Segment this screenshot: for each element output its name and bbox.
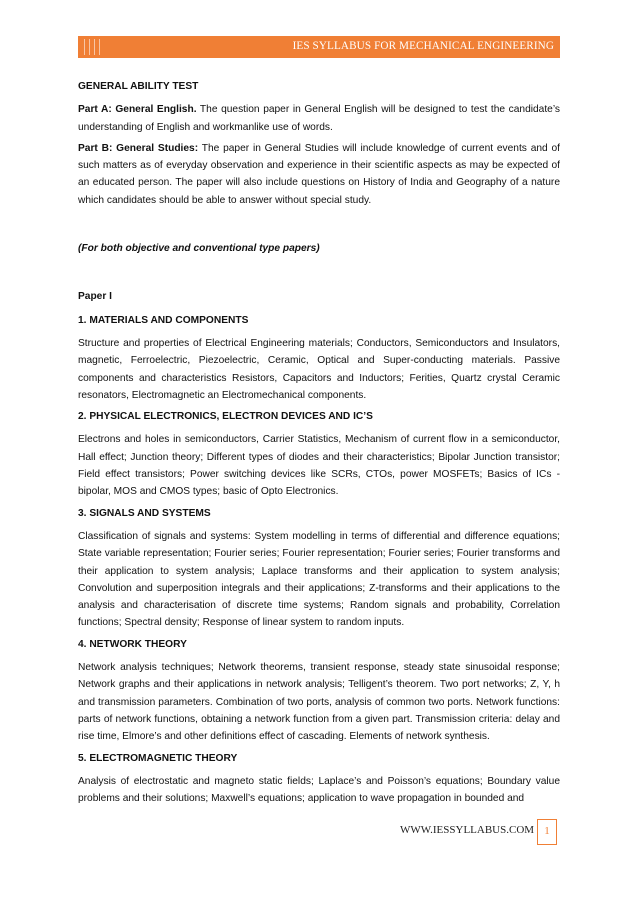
page-number: 1 — [544, 825, 550, 837]
part-b-text: The paper in General Studies will include knowledge of current events and of such matters as of everyday observation and experience in their scientific aspects as may be expected of an educated person. The paper will also include questions on History of India and Geography of a nature which candidates should be able to answer without special study. — [78, 142, 560, 206]
part-a-paragraph — [78, 101, 560, 136]
part-b-label: Part B: General Studies: — [78, 142, 199, 154]
paper-type-note: (For both objective and conventional type papers) — [78, 243, 320, 255]
section-heading: 4. NETWORK THEORY — [78, 638, 187, 650]
paper-title: Paper I — [78, 291, 112, 303]
header-decoration — [84, 39, 114, 55]
section-heading: 3. SIGNALS AND SYSTEMS — [78, 507, 211, 519]
section-body: Network analysis techniques; Network theorems, transient response, steady state sinusoidal response; Network graphs and their applications in network analysis; Telligent’s theorem. Two port networks; Z, Y, h and transmission parameters. Combination of two ports, analysis of common two ports. Network functions: parts of network functions, obtaining a network function from a given part. Transmission criteria: delay and rise time, Elmore’s and other definitions effect of cascading. Elements of network synthesis. — [78, 662, 560, 743]
part-a-text: The question paper in General English will be designed to test the candidate’s understanding of English and workmanlike use of words. — [78, 104, 560, 133]
section-body: Structure and properties of Electrical Engineering materials; Conductors, Semiconductors and Insulators, magnetic, Ferroelectric, Piezoelectric, Ceramic, Optical and Super-conducting materials. Passive components and characteristics Resistors, Capacitors and Inductors; Ferities, Quartz crystal Ceramic resonators, Electromagnetic an Electromechanical components. — [78, 337, 560, 401]
section-heading: 2. PHYSICAL ELECTRONICS, ELECTRON DEVICES AND IC’S — [78, 411, 373, 423]
part-b-paragraph — [78, 140, 560, 209]
part-a-label: Part A: General English. — [78, 104, 197, 116]
section-heading: 5. ELECTROMAGNETIC THEORY — [78, 752, 238, 764]
footer-website-link[interactable]: WWW.IESSYLLABUS.COM — [400, 824, 535, 836]
section-body: Classification of signals and systems: System modelling in terms of differential and difference equations; State variable representation; Fourier series; Fourier representation; Fourier series; Fourier transforms and their application to system analysis; Laplace transforms and their application to system analysis; Convolution and superposition integrals and their applications; Z-transforms and their applications to the analysis and characterisation of discrete time systems; Random signals and probability, Correlation functions; Spectral density; Response of linear system to random inputs. — [78, 530, 560, 629]
document-body — [78, 78, 560, 807]
header-bar — [78, 36, 560, 58]
section-body: Electrons and holes in semiconductors, Carrier Statistics, Mechanism of current flow in a semiconductor, Hall effect; Junction theory; Different types of diodes and their characteristics; Bipolar Junction transistor; Field effect transistors; Power switching devices like SCRs, CTOs, power MOSFETs; Basics of ICs - bipolar, MOS and CMOS types; basic of Opto Electronics. — [78, 434, 560, 498]
header-title: IES SYLLABUS FOR MECHANICAL ENGINEERING — [292, 40, 554, 52]
section-body: Analysis of electrostatic and magneto static fields; Laplace’s and Poisson’s equations; Boundary value problems and their solutions; Maxwell’s equations; application to wave propagation in bounded and — [78, 775, 560, 805]
section-heading: 1. MATERIALS AND COMPONENTS — [78, 314, 249, 326]
general-ability-heading: GENERAL ABILITY TEST — [78, 81, 199, 92]
page-number-box — [537, 819, 557, 845]
